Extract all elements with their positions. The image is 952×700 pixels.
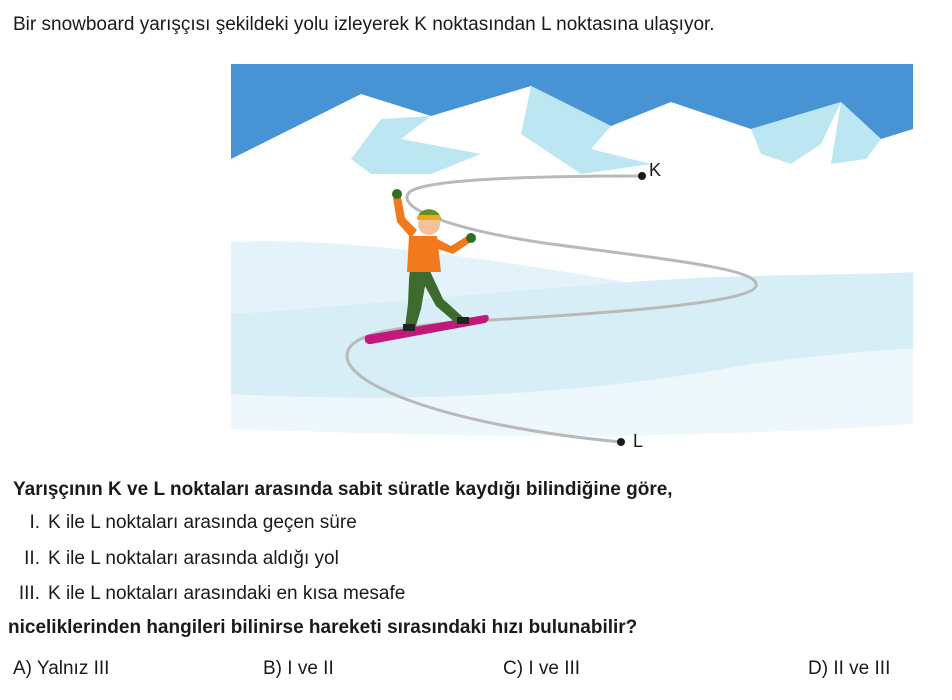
point-l-label: L: [633, 431, 644, 451]
question-ask: niceliklerinden hangileri bilinirse hareketi sırasındaki hızı bulunabilir?: [8, 617, 638, 638]
statement-text: K ile L noktaları arasında aldığı yol: [48, 548, 339, 569]
point-k-marker: [638, 172, 646, 180]
statement-2: [0, 548, 560, 572]
point-l-marker: [617, 438, 625, 446]
glove: [392, 189, 402, 199]
statement-text: K ile L noktaları arasındaki en kısa mesafe: [48, 583, 406, 604]
snowboard-illustration: [231, 64, 913, 453]
statement-1: [0, 512, 560, 536]
question-stem: Yarışçının K ve L noktaları arasında sabit süratle kaydığı bilindiğine göre,: [13, 479, 673, 500]
point-k-label: K: [649, 160, 662, 180]
statement-number: III.: [18, 583, 40, 604]
statement-3: [0, 583, 560, 607]
option-d[interactable]: D) II ve III: [808, 658, 891, 679]
statement-text: K ile L noktaları arasında geçen süre: [48, 512, 357, 533]
option-c[interactable]: C) I ve III: [503, 658, 581, 679]
snowboard-figure: [231, 64, 913, 453]
option-b[interactable]: B) I ve II: [263, 658, 334, 679]
glove: [466, 233, 476, 243]
statement-number: I.: [29, 512, 40, 533]
statement-number: II.: [24, 548, 40, 569]
question-intro: Bir snowboard yarışçısı şekildeki yolu izleyerek K noktasından L noktasına ulaşıyor.: [13, 14, 715, 35]
boot: [403, 324, 415, 331]
option-a[interactable]: A) Yalnız III: [13, 658, 110, 679]
goggles: [418, 215, 440, 220]
boot: [457, 317, 469, 324]
